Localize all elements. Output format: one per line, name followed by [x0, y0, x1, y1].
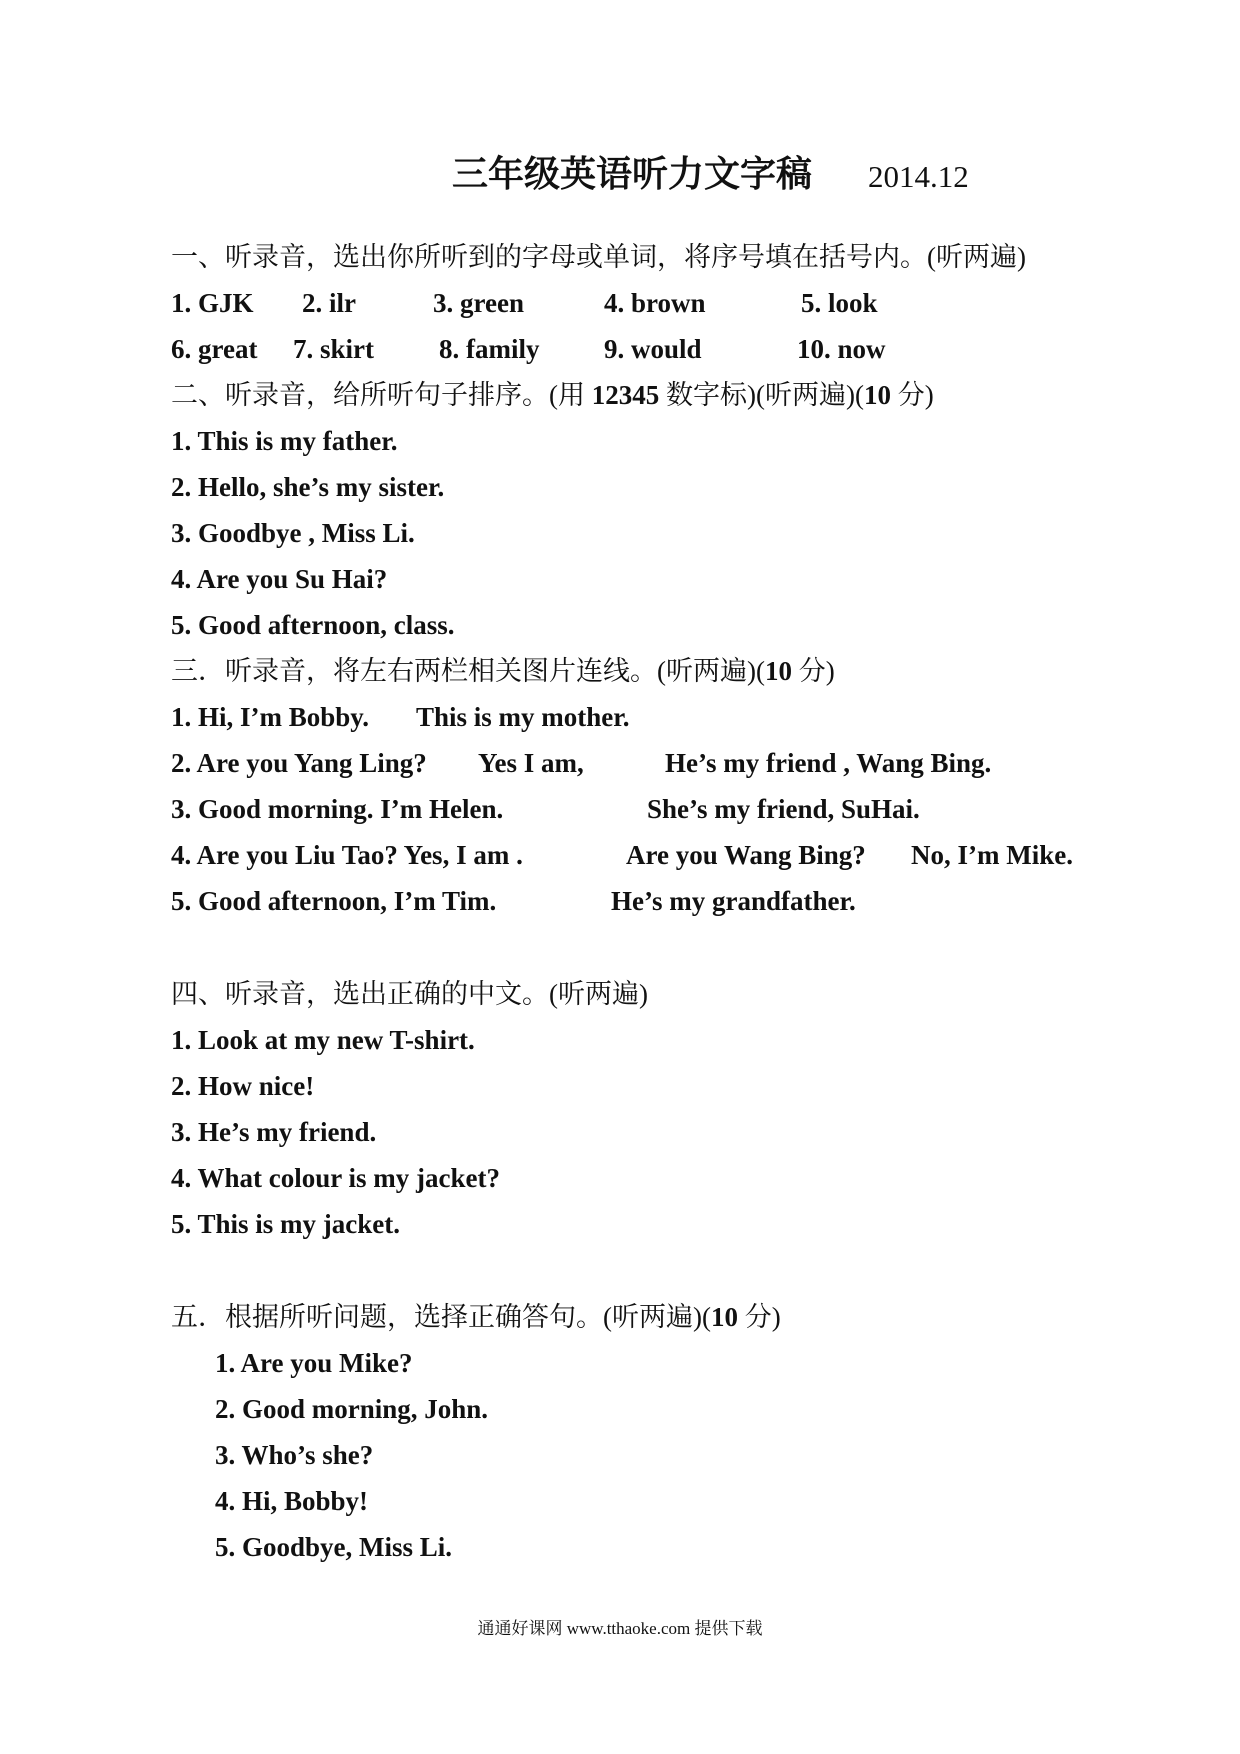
matching-row: [171, 697, 1121, 737]
list-item: 3. Goodbye , Miss Li.: [171, 518, 415, 548]
list-item: 5. Goodbye, Miss Li.: [215, 1532, 453, 1562]
word-item: 2. ilr: [302, 288, 356, 318]
matching-row: [171, 881, 1121, 921]
section-2-heading-text: 数字标)(听两遍)(: [659, 380, 864, 410]
section-5-score: 10: [710, 1302, 738, 1332]
list-item: 4. Are you Su Hai?: [171, 564, 388, 594]
section-1-heading-text: 一、听录音，选出你所听到的字母或单词，将序号填在括号内。(听两遍): [171, 242, 1026, 272]
matching-right: No, I’m Mike.: [911, 840, 1073, 870]
matching-row: [171, 789, 1121, 829]
matching-left: 4. Are you Liu Tao? Yes, I am .: [171, 840, 523, 870]
list-item: 5. Good afternoon, class.: [171, 610, 455, 640]
word-item: 9. would: [604, 334, 702, 364]
matching-right: She’s my friend, SuHai.: [647, 794, 920, 824]
section-1-row-2: [171, 329, 1071, 369]
section-2-heading: [171, 375, 934, 415]
matching-left: 2. Are you Yang Ling?: [171, 748, 427, 778]
matching-left: 1. Hi, I’m Bobby.: [171, 702, 370, 732]
section-4-heading-text: 四、听录音，选出正确的中文。(听两遍): [171, 979, 648, 1009]
matching-left: 5. Good afternoon, I’m Tim.: [171, 886, 497, 916]
section-3-heading: [171, 651, 835, 691]
list-item: 3. Who’s she?: [215, 1440, 374, 1470]
list-item: 2. Good morning, John.: [215, 1394, 489, 1424]
word-item: 8. family: [439, 334, 540, 364]
section-3-heading-text: 分): [791, 656, 835, 686]
list-item: 4. Hi, Bobby!: [215, 1486, 369, 1516]
matching-right: He’s my friend , Wang Bing.: [665, 748, 992, 778]
section-4-heading: [171, 974, 648, 1014]
matching-row: [171, 835, 1121, 875]
list-item: 4. What colour is my jacket?: [171, 1163, 500, 1193]
section-5-heading-text: 五．根据所听问题，选择正确答句。(听两遍)(: [171, 1302, 711, 1332]
matching-left: 3. Good morning. I’m Helen.: [171, 794, 504, 824]
section-3-score: 10: [764, 656, 792, 686]
matching-right: This is my mother.: [416, 702, 630, 732]
section-5-heading: [171, 1297, 781, 1337]
section-2-heading-number: 12345: [591, 380, 660, 410]
title-text: 三年级英语听力文字稿: [452, 154, 813, 194]
list-item: 5. This is my jacket.: [171, 1209, 401, 1239]
section-2-score: 10: [863, 380, 891, 410]
matching-middle: Are you Wang Bing?: [626, 840, 866, 870]
list-item: 1. Look at my new T-shirt.: [171, 1025, 475, 1055]
section-1-row-1: [171, 283, 1071, 323]
document-title: [0, 148, 1240, 200]
footer-credit: 通通好课网 www.tthaoke.com 提供下载: [477, 1619, 763, 1638]
matching-middle: Yes I am,: [478, 748, 584, 778]
word-item: 5. look: [801, 288, 878, 318]
section-1-heading: [171, 237, 1026, 277]
word-item: 4. brown: [604, 288, 706, 318]
word-item: 3. green: [433, 288, 524, 318]
word-item: 1. GJK: [171, 288, 254, 318]
section-3-heading-text: 三．听录音，将左右两栏相关图片连线。(听两遍)(: [171, 656, 765, 686]
word-item: 6. great: [171, 334, 258, 364]
list-item: 1. This is my father.: [171, 426, 398, 456]
matching-right: He’s my grandfather.: [611, 886, 856, 916]
section-2-heading-text: 分): [890, 380, 934, 410]
list-item: 2. How nice!: [171, 1071, 315, 1101]
list-item: 2. Hello, she’s my sister.: [171, 472, 445, 502]
title-date: 2014.12: [868, 159, 969, 194]
word-item: 10. now: [797, 334, 886, 364]
section-5-heading-text: 分): [737, 1302, 781, 1332]
word-item: 7. skirt: [293, 334, 374, 364]
list-item: 1. Are you Mike?: [215, 1348, 413, 1378]
matching-row: [171, 743, 1121, 783]
list-item: 3. He’s my friend.: [171, 1117, 377, 1147]
section-2-heading-text: 二、听录音，给所听句子排序。(用: [171, 380, 592, 410]
